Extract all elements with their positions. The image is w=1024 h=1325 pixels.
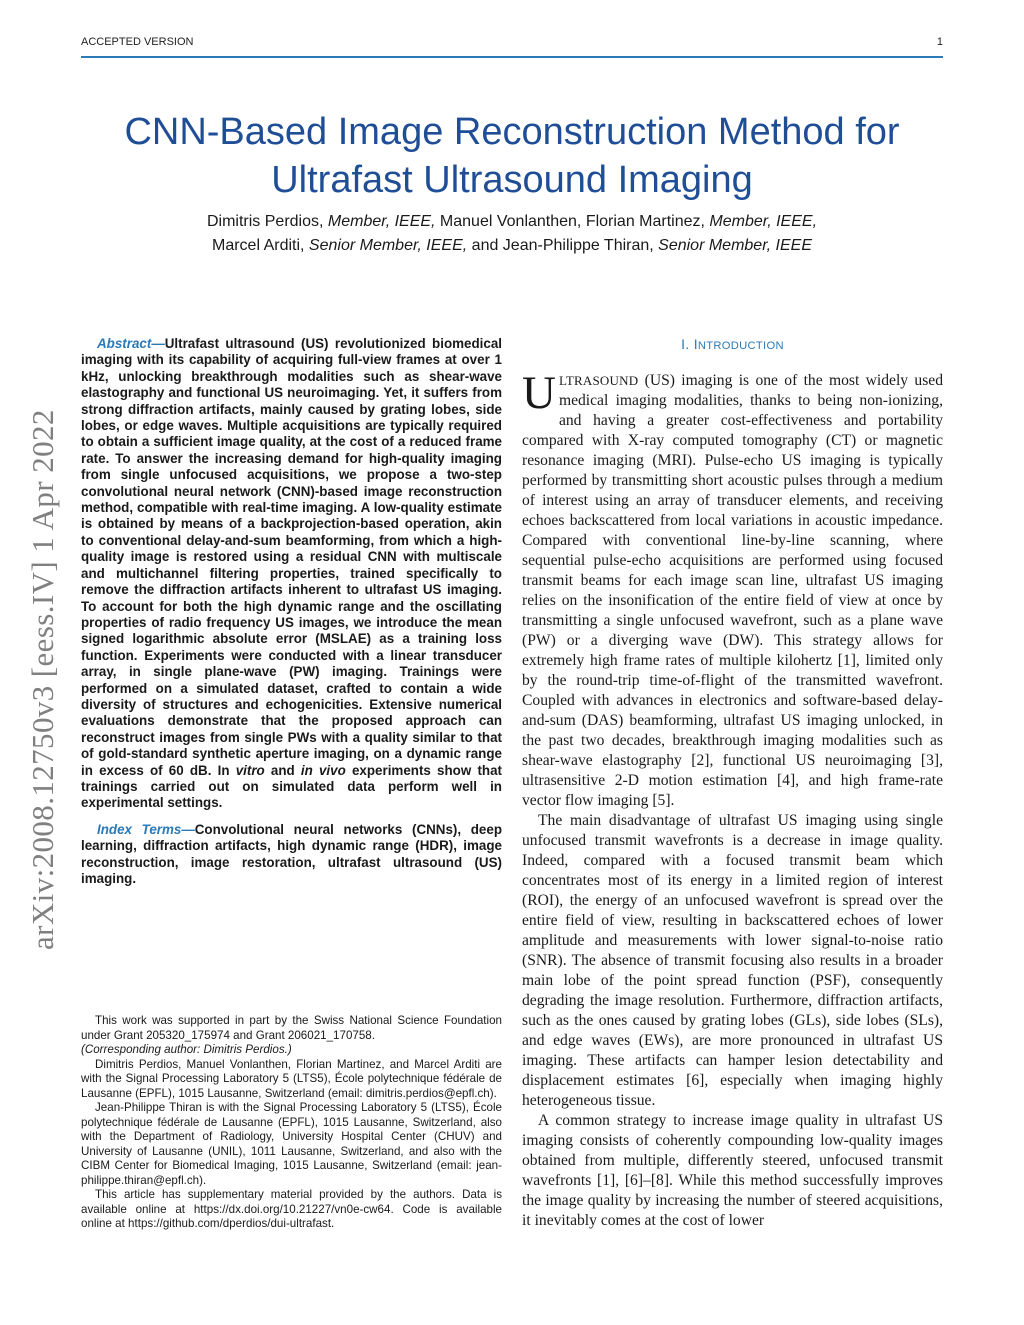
author-segment: Manuel Vonlanthen, Florian Martinez, xyxy=(435,213,710,230)
intro-paragraph-1-text: (US) imaging is one of the most widely used medical imaging modalities, thanks to being non-ionizing, and having a greater cost-effectiveness and portability compared with X-ray computed tomography (CT) or magnetic resonance imaging (MRI). Pulse-echo US imaging is typically performed by transmitting short acoustic pulses through a medium of interest using an array of transducer elements, and receiving echoes backscattered from local variations in acoustic impedance. Compared with conventional line-by-line scanning, where sequential pulse-echo acquisitions are performed using focused transmit beams for each image scan line, ultrafast US imaging relies on the insonification of the entire field of view at once by transmitting a single unfocused wavefront, such as a plane wave (PW) or a diverging wave (DW). This strategy allows for extremely high frame rates of multiple kilohertz [1], limited only by the round-trip time-of-flight of the transmitted wavefront. Coupled with advances in electronics and software-based delay-and-sum (DAS) beamforming, ultrafast US imaging unlocked, in the past two decades, breakthrough imaging modalities such as shear-wave elastography [2], functional US neuroimaging [3], ultrasensitive 2-D motion estimation [4], and high frame-rate vector flow imaging [5]. xyxy=(522,372,943,809)
abstract-italic-term: in vivo xyxy=(300,762,346,778)
author-membership: Senior Member, IEEE, xyxy=(308,237,468,254)
affiliation-footnote-1: Dimitris Perdios, Manuel Vonlanthen, Florian Martinez, and Marcel Arditi are with the Signal Processing Laboratory 5 (LTS5), École polytechnique fédérale de Lausanne (EPFL), 1015 Lausanne, Switzerland (email: dimitris.perdios@epfl.ch). xyxy=(81,1057,502,1100)
corresponding-author-note: (Corresponding author: Dimitris Perdios.) xyxy=(81,1043,292,1056)
author-membership: Member, IEEE, xyxy=(709,213,818,230)
author-line-2 xyxy=(81,234,943,258)
index-terms-label: Index Terms— xyxy=(97,821,195,837)
abstract-paragraph xyxy=(81,336,502,812)
intro-paragraph-2: The main disadvantage of ultrafast US imaging using single unfocused transmit wavefronts is a decrease in image quality. Indeed, compared with a focused transmit beam which concentrates most of its energy in a limited region of interest (ROI), the energy of an unfocused wavefront is spread over the entire field of view, resulting in backscattered echoes of lower amplitude and measurements with lower signal-to-noise ratio (SNR). The absence of transmit focusing also results in a broader main lobe of the point spread function (PSF), consequently degrading the image resolution. Furthermore, diffraction artifacts, such as the ones caused by grating lobes (GLs), side lobes (SLs), and edge waves (EWs), are more pronounced in ultrafast US imaging. These artifacts can hamper lesion detectability and displacement estimates [6], especially when imaging highly heterogeneous tissue. xyxy=(522,812,943,1109)
affiliation-footnote-2: Jean-Philippe Thiran is with the Signal Processing Laboratory 5 (LTS5), École polytechnique fédérale de Lausanne (EPFL), 1015 Lausanne, Switzerland, also with the Department of Radiology, University Hospital Center (CHUV) and University of Lausanne (UNIL), 1011 Lausanne, Switzerland, and also with the CIBM Center for Biomedical Imaging, 1015 Lausanne, Switzerland (email: jean-philippe.thiran@epfl.ch). xyxy=(81,1101,502,1187)
abstract-italic-term: vitro xyxy=(235,762,265,778)
first-page-footnotes xyxy=(81,1014,502,1232)
intro-lead-smallcaps: LTRASOUND xyxy=(558,373,639,388)
running-head xyxy=(81,36,943,56)
introduction-body xyxy=(522,367,943,1231)
author-membership: Member, IEEE, xyxy=(327,213,436,230)
abstract-text-tail: and xyxy=(264,762,301,778)
supplementary-material-note: This article has supplementary material provided by the authors. Data is available online at https://dx.doi.org/10.21227/vn0e-cw64. Code is available online at https://github.com/dperdios/dui-ultrafast. xyxy=(81,1188,502,1230)
author-list xyxy=(81,210,943,258)
title-line-2: Ultrafast Ultrasound Imaging xyxy=(271,159,753,201)
abstract-block xyxy=(81,336,502,887)
section-heading-introduction xyxy=(522,336,943,352)
arxiv-stamp: arXiv:2008.12750v3 [eess.IV] 1 Apr 2022 xyxy=(25,409,60,950)
paper-title xyxy=(81,108,943,204)
abstract-text-tail: In xyxy=(211,762,236,778)
abstract-text-tail: experiments show that trainings carried out on simulated data perform well in experimental settings. xyxy=(81,762,502,811)
abstract-text: Ultrafast ultrasound (US) revolutionized biomedical imaging with its capability of acquiring full-view frames at over 1 kHz, unlocking breakthrough modalities such as shear-wave elastography and functional US neuroimaging. Yet, it suffers from strong diffraction artifacts, mainly caused by grating lobes, side lobes, or edge waves. Multiple acquisitions are typically required to obtain a sufficient image quality, at the cost of a reduced frame rate. To answer the increasing demand for high-quality imaging from single unfocused acquisitions, we propose a two-step convolutional neural network (CNN)-based image reconstruction method, compatible with real-time imaging. A low-quality estimate is obtained by means of a backprojection-based operation, akin to conventional delay-and-sum beamforming, from which a high-quality image is restored using a residual CNN with multiscale and multichannel filtering properties, trained specifically to remove the diffraction artifacts inherent to ultrafast US imaging. To account for both the high dynamic range and the oscillating properties of radio frequency US images, we introduce the mean signed logarithmic absolute error (MSLAE) as a training loss function. Experiments were conducted with a linear transducer array, in single plane-wave (PW) imaging. Trainings were performed on a simulated dataset, crafted to contain a wide diversity of structures and echogenicities. Extensive numerical evaluations demonstrate that the proposed approach can reconstruct images from single PWs with a quality similar to that of gold-standard synthetic aperture imaging, on a dynamic range in excess of 60 dB. xyxy=(81,336,502,778)
journal-status-label: ACCEPTED VERSION xyxy=(81,36,194,48)
author-membership: Senior Member, IEEE xyxy=(658,237,812,254)
intro-paragraph-3: A common strategy to increase image quality in ultrafast US imaging consists of coherently compounding low-quality images obtained from multiple, differently steered, unfocused transmit wavefronts [1], [6]–[8]. While this method successfully improves the image quality by increasing the number of steered acquisitions, it inevitably comes at the cost of lower xyxy=(522,1112,943,1229)
section-heading-number: I. I xyxy=(681,336,698,352)
author-segment: Marcel Arditi, xyxy=(212,237,309,254)
drop-cap: U xyxy=(522,367,556,419)
abstract-label: Abstract— xyxy=(97,336,165,351)
author-line-1 xyxy=(81,210,943,234)
author-segment: Dimitris Perdios, xyxy=(206,213,328,230)
intro-paragraph-1 xyxy=(522,367,943,811)
index-terms-paragraph xyxy=(81,822,502,888)
title-line-1: CNN-Based Image Reconstruction Method for xyxy=(124,111,900,153)
funding-footnote: This work was supported in part by the Swiss National Science Foundation under Grant 205320_175974 and Grant 206021_170758. xyxy=(81,1014,502,1042)
header-rule xyxy=(81,56,943,58)
page-number: 1 xyxy=(936,36,943,48)
section-heading-rest: NTRODUCTION xyxy=(697,340,784,352)
author-segment: and Jean-Philippe Thiran, xyxy=(467,237,659,254)
index-terms-text: Convolutional neural networks (CNNs), deep learning, diffraction artifacts, high dynamic range (HDR), image reconstruction, image restoration, ultrafast ultrasound (US) imaging. xyxy=(81,821,503,886)
